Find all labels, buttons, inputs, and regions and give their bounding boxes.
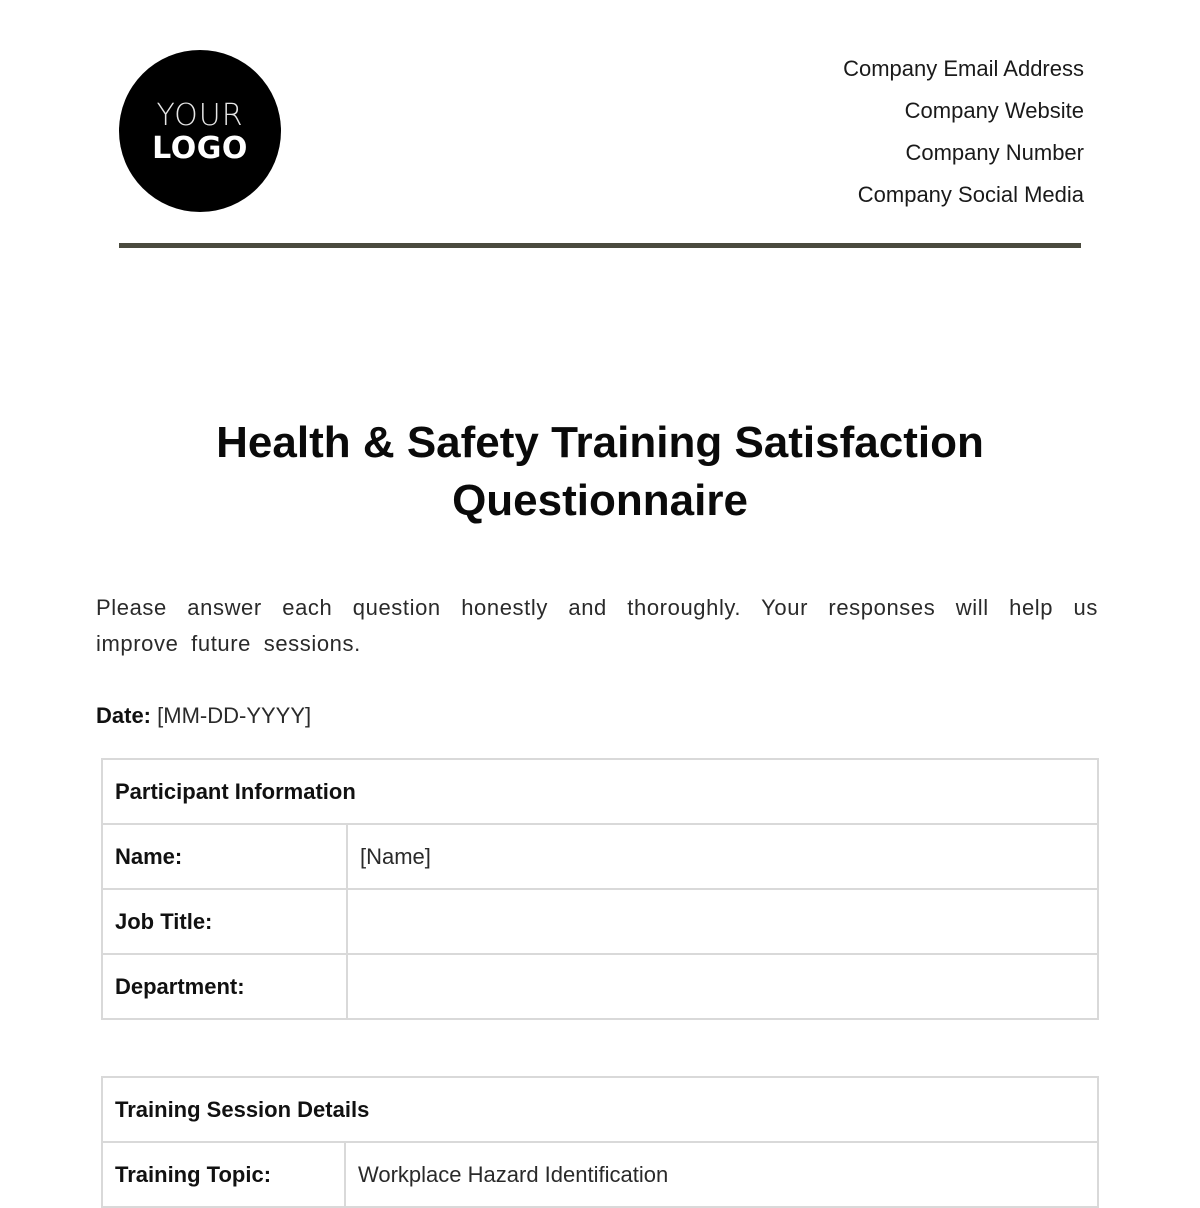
name-value[interactable]: [Name] [347,824,1098,889]
table-row [102,824,1098,889]
header-divider [119,243,1081,248]
document-title: Health & Safety Training Satisfaction Questionnaire [216,418,984,525]
department-value[interactable] [347,954,1098,1019]
company-number: Company Number [905,140,1084,165]
table-header-row [102,759,1098,824]
training-session-details-header: Training Session Details [102,1077,1098,1142]
date-label: Date: [96,703,152,728]
department-label: Department: [102,954,347,1019]
name-label: Name: [102,824,347,889]
job-title-value[interactable] [347,889,1098,954]
training-topic-label: Training Topic: [102,1142,345,1207]
participant-information-table [101,758,1099,1020]
training-session-details-table [101,1076,1099,1208]
table-row [102,889,1098,954]
date-field [96,700,311,732]
logo-text-logo: LOGO [152,130,248,166]
table-header-row [102,1077,1098,1142]
date-value[interactable]: [MM-DD-YYYY] [157,703,312,728]
training-topic-value[interactable]: Workplace Hazard Identification [345,1142,1098,1207]
table-row [102,954,1098,1019]
intro-paragraph: Please answer each question honestly and thoroughly. Your responses will help us improve future sessions. [96,595,1098,656]
company-contact-block [843,55,1084,223]
table-row [102,1142,1098,1207]
logo-text-your: YOUR [156,97,244,133]
company-logo [119,50,281,212]
job-title-label: Job Title: [102,889,347,954]
participant-information-header: Participant Information [102,759,1098,824]
company-website: Company Website [904,98,1084,123]
company-email: Company Email Address [843,56,1084,81]
company-social-media: Company Social Media [857,182,1084,207]
